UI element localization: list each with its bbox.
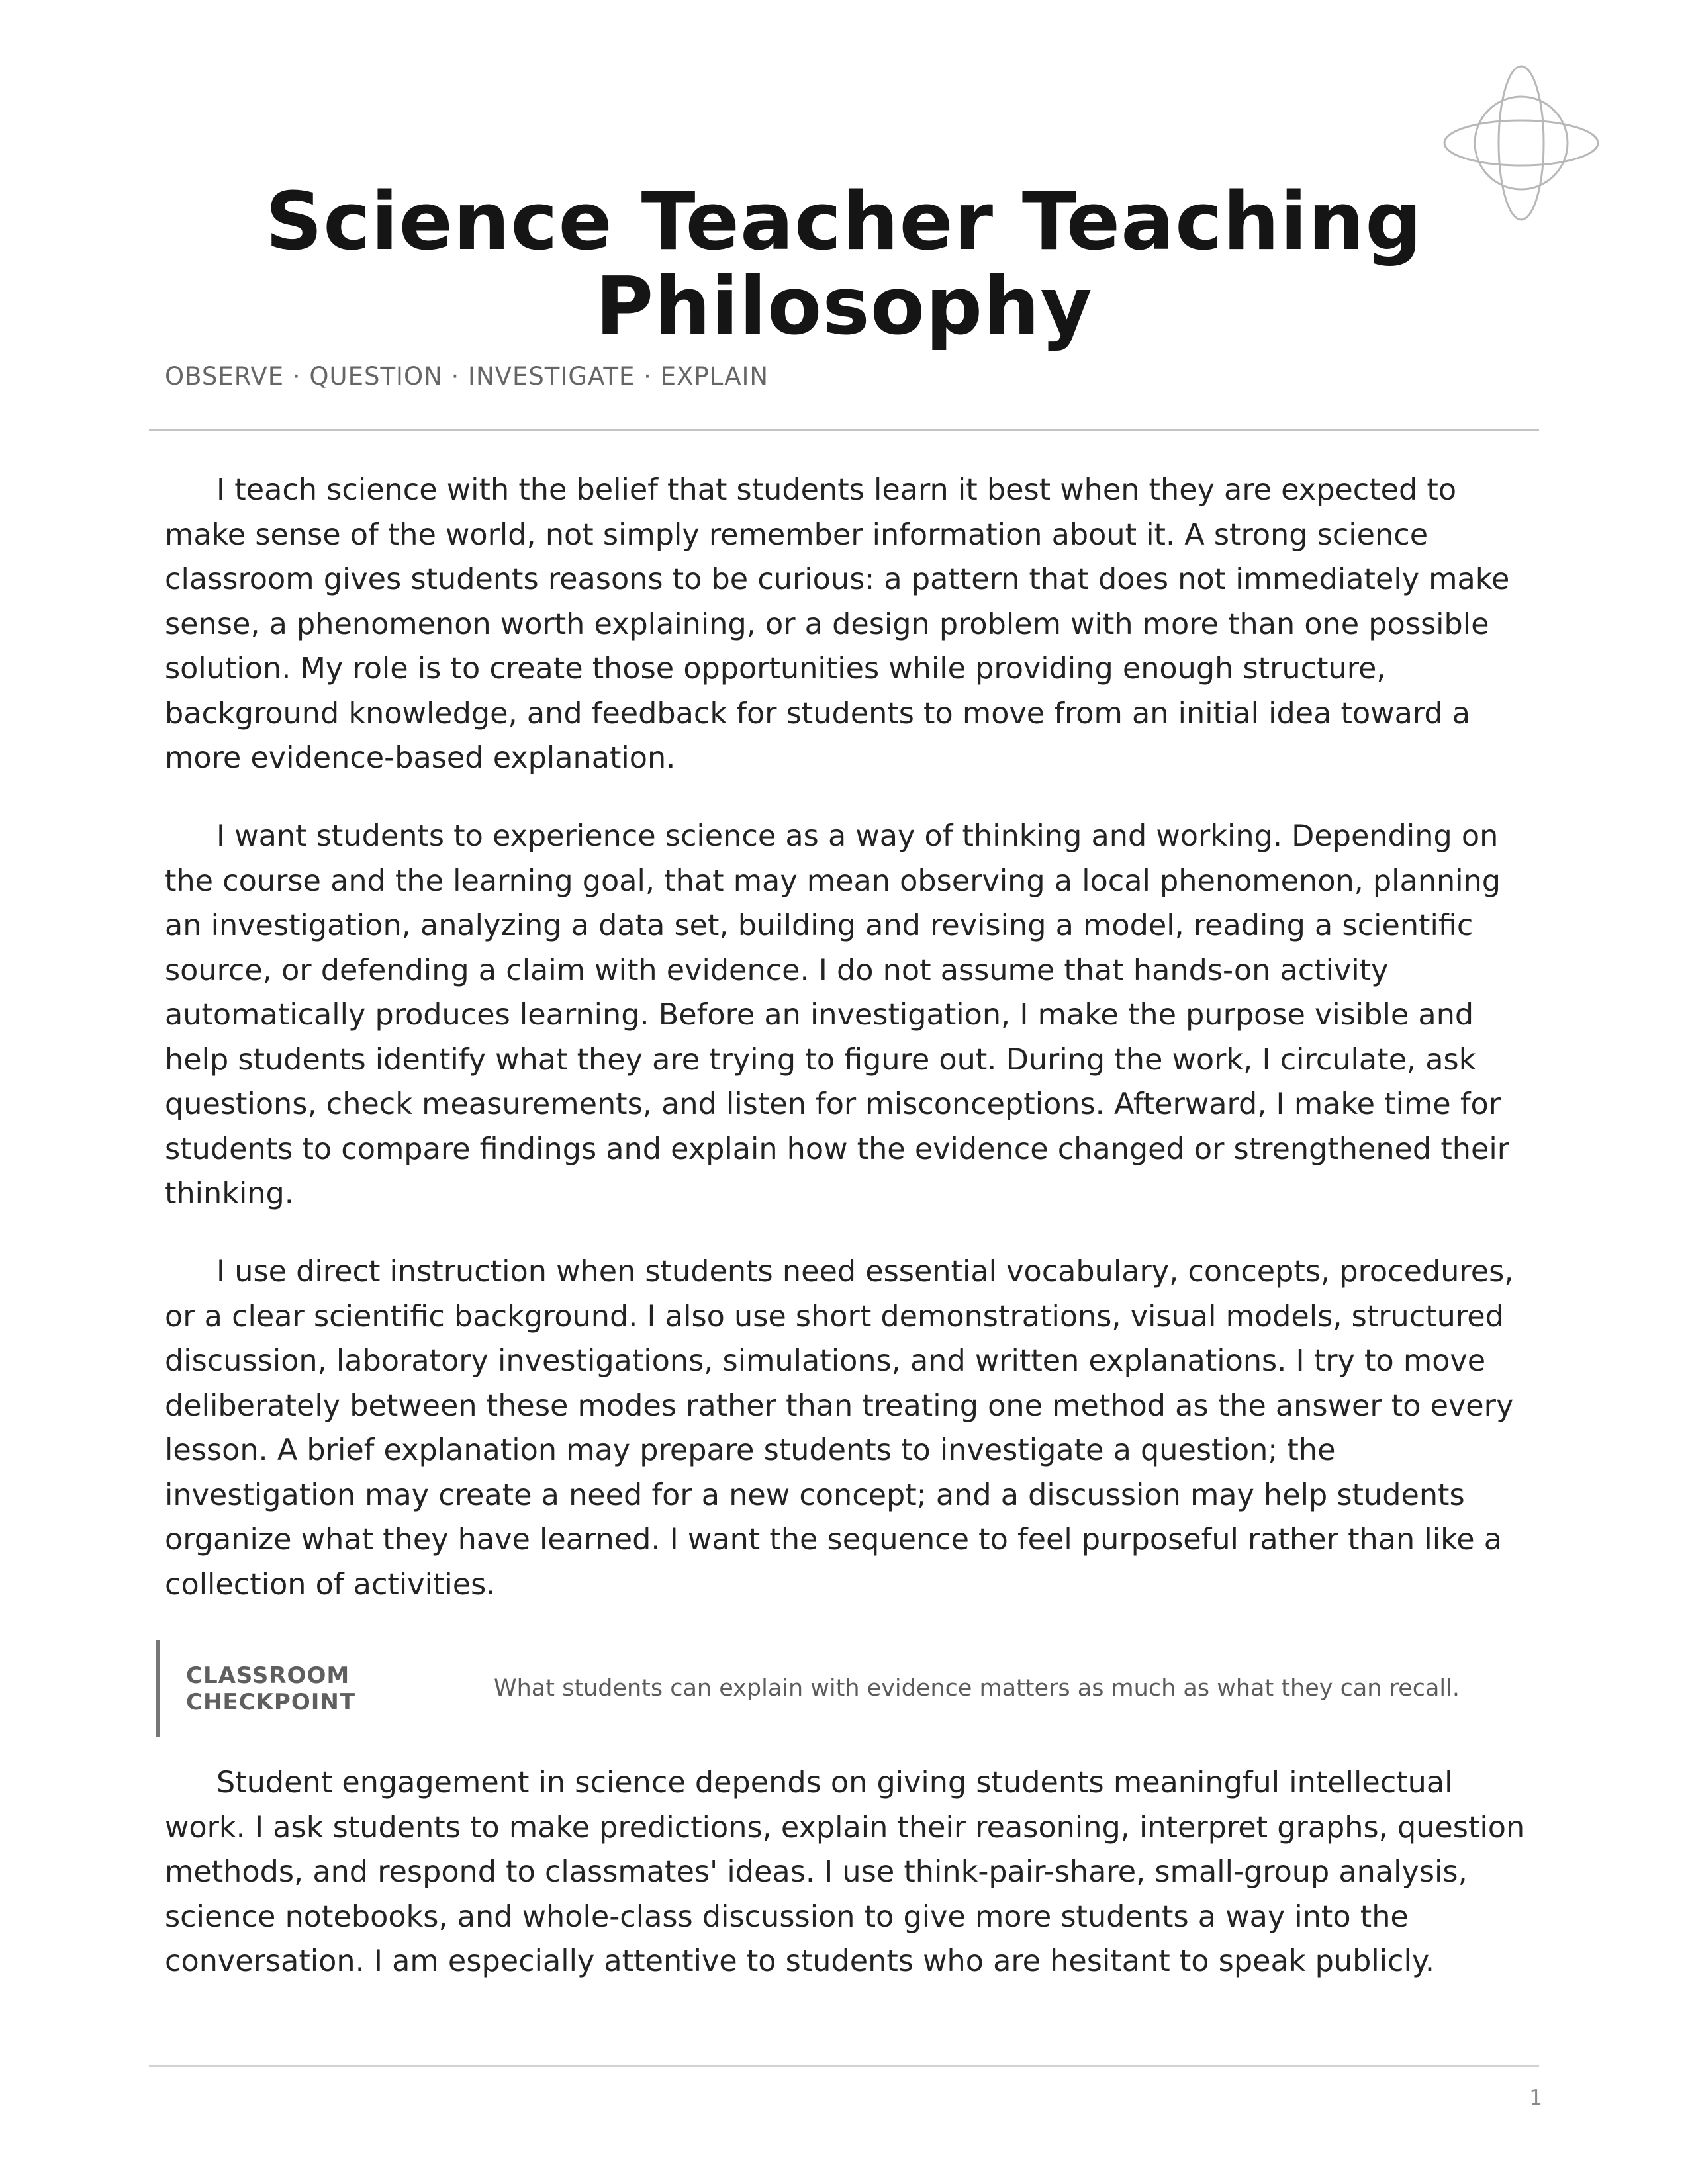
classroom-checkpoint-callout [156,1640,1536,1737]
checkpoint-text: What students can explain with evidence matters as much as what they can recall. [494,1675,1460,1702]
paragraph-4: Student engagement in science depends on giving students meaningful intellectual work. I ask students to make predictions, explain their reasoning, interpret graphs, question methods, and respond to classmates' ideas. I use think-pair-share, small-group analysis, science notebooks, and whole-class discussion to give more students a way into the conversation. I am especially attentive to students who are hesitant to speak publicly. [165,1766,1525,1978]
paragraph-1: I teach science with the belief that students learn it best when they are expected to make sense of the world, not simply remember information about it. A strong science classroom gives students reasons to be curious: a pattern that does not immediately make sense, a phenomenon worth explaining, or a design problem with more than one possible solution. My role is to create those opportunities while providing enough structure, background knowledge, and feedback for students to move from an initial idea toward a more evidence-based explanation. [165,473,1510,775]
page-number: 1 [1529,2086,1542,2110]
paragraph-3: I use direct instruction when students need essential vocabulary, concepts, procedures, or a clear scientific background. I also use short demonstrations, visual models, structured discussion, laboratory investigations, simulations, and written explanations. I try to move deliberately between these modes rather than treating one method as the answer to every lesson. A brief explanation may prepare students to investigate a question; the investigation may create a need for a new concept; and a discussion may help students organize what they have learned. I want the sequence to feel purposeful rather than like a collection of activities. [165,1255,1514,1602]
document-subtitle: OBSERVE · QUESTION · INVESTIGATE · EXPLAIN [165,362,769,390]
document-title: Science Teacher Teaching Philosophy [265,176,1423,353]
footer-divider [149,2065,1539,2067]
header-divider [149,429,1539,431]
paragraph-2: I want students to experience science as a way of thinking and working. Depending on the course and the learning goal, that may mean observing a local phenomenon, planning an investigation, analyzing a data set, building and revising a model, reading a scientific source, or defending a claim with evidence. I do not assume that hands-on activity automatically produces learning. Before an investigation, I make the purpose visible and help students identify what they are trying to figure out. During the work, I circulate, ask questions, check measurements, and listen for misconceptions. Afterward, I make time for students to compare findings and explain how the evidence changed or strengthened their thinking. [165,819,1510,1210]
checkpoint-label: CLASSROOM CHECKPOINT [186,1662,356,1715]
